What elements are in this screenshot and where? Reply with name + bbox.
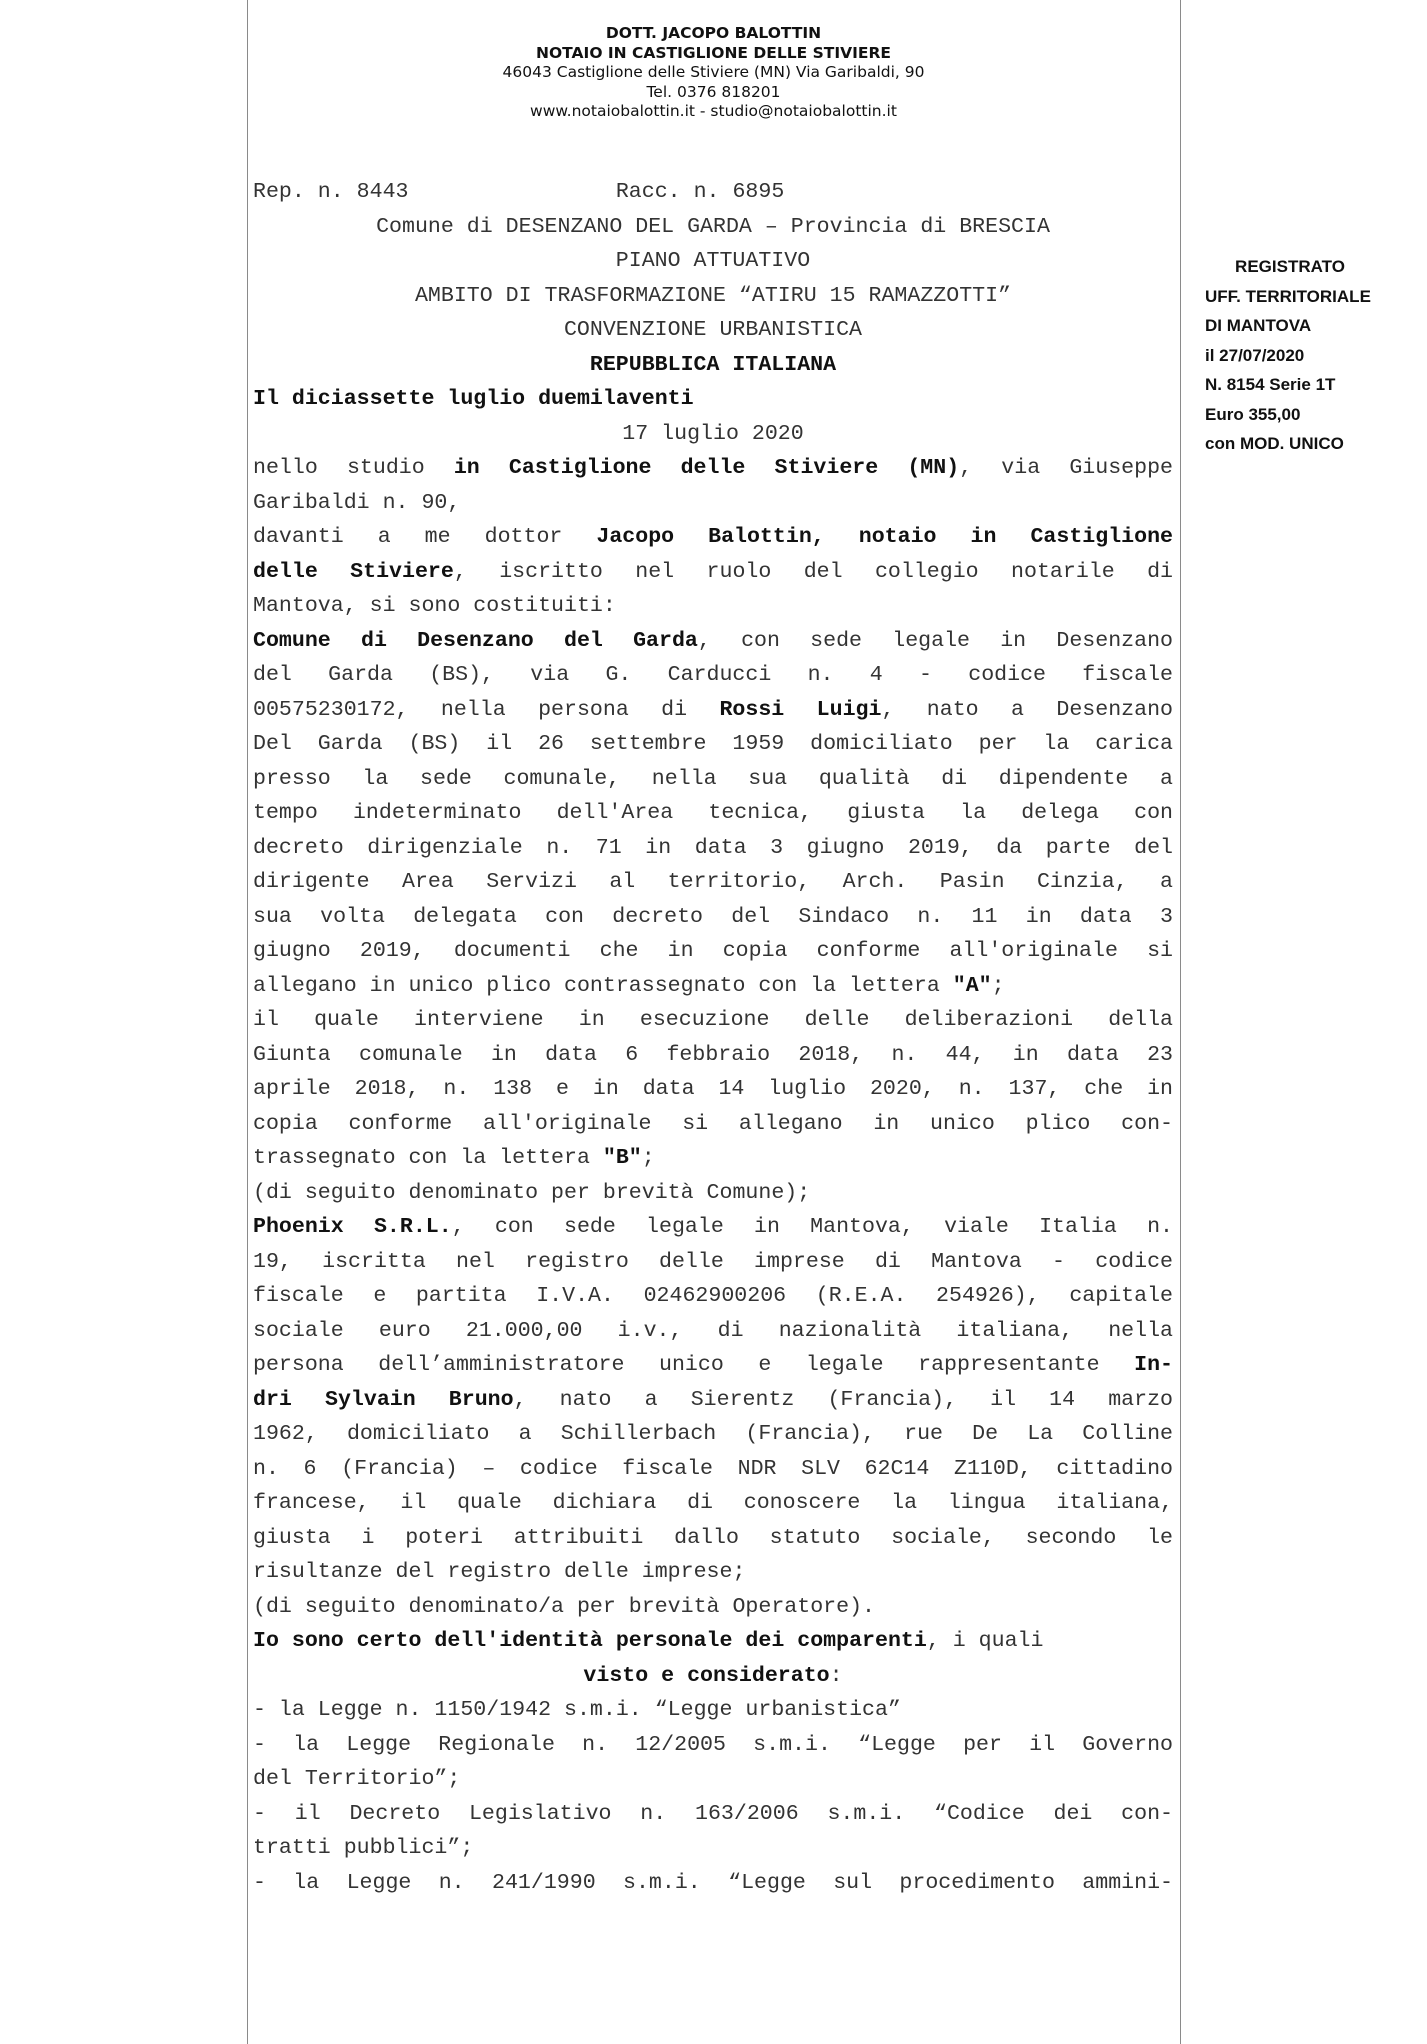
text-run: , i quali (926, 1629, 1044, 1653)
body-line: risultanze del registro delle imprese; (253, 1560, 746, 1584)
list-item: - la Legge Regionale n. 12/2005 s.m.i. “Legge per il Governo (253, 1732, 1173, 1757)
text-run-bold: delle Stiviere (253, 559, 454, 584)
body-line: Del Garda (BS) il 26 settembre 1959 domiciliato per la carica (253, 732, 1173, 756)
notary-name: DOTT. JACOPO BALOTTIN (605, 24, 822, 42)
text-run: , nato a Desenzano (881, 697, 1173, 722)
body-line: 19, iscritta nel registro delle imprese di Mantova - codice (253, 1249, 1173, 1274)
notary-phone: Tel. 0376 818201 (646, 82, 781, 101)
text-run: trassegnato con la lettera (253, 1146, 603, 1170)
stamp-line: UFF. TERRITORIALE (1205, 286, 1371, 306)
notary-web-email: www.notaiobalottin.it - studio@notaiobalottin.it (530, 102, 897, 120)
stamp-line: N. 8154 Serie 1T (1205, 375, 1336, 394)
text-run: persona dell’amministratore unico e legale rappresentante (253, 1353, 1135, 1377)
doc-heading: PIANO ATTUATIVO (615, 249, 811, 273)
body-line: Garibaldi n. 90, (253, 490, 461, 515)
repertory-line: Rep. n. 8443 Racc. n. 6895 (253, 180, 785, 204)
stamp-line: il 27/07/2020 (1205, 345, 1305, 365)
body-line (253, 451, 1173, 486)
date-numeric: 17 luglio 2020 (622, 421, 804, 446)
list-item-cont: del Territorio”; (253, 1767, 461, 1791)
body-line: copia conforme all'originale si allegano in unico plico con- (253, 1111, 1173, 1136)
notary-letterhead (250, 24, 1177, 122)
notary-title: NOTAIO IN CASTIGLIONE DELLE STIVIERE (536, 43, 891, 62)
text-run: , nato a Sierentz (Francia), il 14 marzo (513, 1387, 1173, 1412)
body-line: aprile 2018, n. 138 e in data 14 luglio 2020, n. 137, che in (253, 1077, 1173, 1101)
text-run-bold: Io sono certo dell'identità personale dei comparenti (253, 1629, 927, 1653)
text-run: , iscritto nel ruolo del collegio notarile di (453, 559, 1173, 584)
text-run-bold: Comune di Desenzano del Garda (253, 628, 698, 653)
body-line (253, 1624, 1173, 1659)
body-line (253, 520, 1173, 555)
body-line (253, 1659, 1173, 1694)
text-run: nello studio (253, 456, 454, 480)
body-line: fiscale e partita I.V.A. 02462900206 (R.E.A. 254926), capitale (253, 1284, 1173, 1308)
registration-stamp (1205, 252, 1405, 459)
body-line: n. 6 (Francia) – codice fiscale NDR SLV 62C14 Z110D, cittadino (253, 1456, 1173, 1481)
stamp-line: REGISTRATO (1235, 257, 1345, 276)
body-line: Mantova, si sono costituiti: (253, 594, 616, 618)
body-line (253, 1210, 1173, 1245)
municipality-line: Comune di DESENZANO DEL GARDA – Provincia di BRESCIA (376, 214, 1050, 239)
stamp-line: DI MANTOVA (1205, 316, 1312, 335)
body-line (253, 624, 1173, 659)
body-line: sua volta delegata con decreto del Sindaco n. 11 in data 3 (253, 904, 1173, 929)
text-run-bold: in Castiglione delle Stiviere (MN) (453, 456, 960, 480)
text-run: ; (991, 973, 1005, 998)
body-line: 1962, domiciliato a Schillerbach (Francia), rue De La Colline (253, 1422, 1173, 1446)
text-run: , via Giuseppe (959, 456, 1173, 480)
body-line: giugno 2019, documenti che in copia conforme all'originale si (253, 939, 1173, 963)
stamp-line: con MOD. UNICO (1205, 434, 1344, 453)
body-line: decreto dirigenziale n. 71 in data 3 giugno 2019, da parte del (253, 835, 1173, 860)
text-run: , con sede legale in Desenzano (697, 628, 1173, 653)
body-line: francese, il quale dichiara di conoscere la lingua italiana, (253, 1491, 1173, 1515)
body-line: presso la sede comunale, nella sua qualità di dipendente a (253, 766, 1173, 791)
body-line: del Garda (BS), via G. Carducci n. 4 - codice fiscale (253, 663, 1173, 687)
text-run: : (829, 1663, 843, 1688)
text-run-bold: visto e considerato (583, 1663, 830, 1688)
text-run-bold: "B" (602, 1146, 642, 1170)
body-line: sociale euro 21.000,00 i.v., di nazionalità italiana, nella (253, 1318, 1173, 1343)
body-line (253, 693, 1173, 728)
body-line: dirigente Area Servizi al territorio, Arch. Pasin Cinzia, a (253, 870, 1173, 894)
text-run-bold: "A" (952, 973, 992, 998)
left-margin-rule (247, 0, 248, 2044)
text-run-bold: dri Sylvain Bruno (253, 1387, 514, 1412)
stamp-line: Euro 355,00 (1205, 404, 1301, 424)
list-item-cont: tratti pubblici”; (253, 1836, 474, 1860)
body-line (253, 969, 1173, 1004)
body-line: Giunta comunale in data 6 febbraio 2018, n. 44, in data 23 (253, 1042, 1173, 1067)
text-run-bold: Phoenix S.R.L. (253, 1215, 452, 1239)
right-margin-rule (1180, 0, 1181, 2044)
list-item: - la Legge n. 1150/1942 s.m.i. “Legge urbanistica” (253, 1698, 901, 1722)
notary-address: 46043 Castiglione delle Stiviere (MN) Via Garibaldi, 90 (502, 63, 925, 81)
doc-heading: CONVENZIONE URBANISTICA (563, 318, 863, 342)
body-line: tempo indeterminato dell'Area tecnica, giusta la delega con (253, 801, 1173, 825)
body-line: (di seguito denominato per brevità Comune); (253, 1180, 811, 1205)
text-run: 00575230172, nella persona di (253, 697, 720, 722)
text-run-bold: Rossi Luigi (719, 697, 882, 722)
body-line (253, 555, 1173, 590)
list-item: - la Legge n. 241/1990 s.m.i. “Legge sul procedimento ammini- (253, 1870, 1173, 1895)
text-run: ; (641, 1146, 655, 1170)
text-run: , con sede legale in Mantova, viale Italia n. (451, 1215, 1173, 1239)
body-line: (di seguito denominato/a per brevità Operatore). (253, 1594, 876, 1619)
doc-heading-republic: REPUBBLICA ITALIANA (589, 352, 837, 377)
doc-heading: AMBITO DI TRASFORMAZIONE “ATIRU 15 RAMAZZOTTI” (414, 283, 1012, 308)
body-line (253, 1348, 1173, 1383)
list-item: - il Decreto Legislativo n. 163/2006 s.m.i. “Codice dei con- (253, 1801, 1173, 1826)
text-run-bold: Jacopo Balottin, notaio in Castiglione (596, 525, 1173, 549)
deed-body (253, 175, 1173, 1900)
body-line: il quale interviene in esecuzione delle deliberazioni della (253, 1008, 1173, 1032)
text-run: davanti a me dottor (253, 525, 597, 549)
body-line (253, 1383, 1173, 1418)
body-line: giusta i poteri attribuiti dallo statuto sociale, secondo le (253, 1525, 1173, 1550)
text-run-bold: In- (1134, 1353, 1173, 1377)
date-words: Il diciassette luglio duemilaventi (253, 387, 694, 411)
body-line (253, 1141, 1173, 1176)
text-run: allegano in unico plico contrassegnato con la lettera (253, 973, 953, 998)
